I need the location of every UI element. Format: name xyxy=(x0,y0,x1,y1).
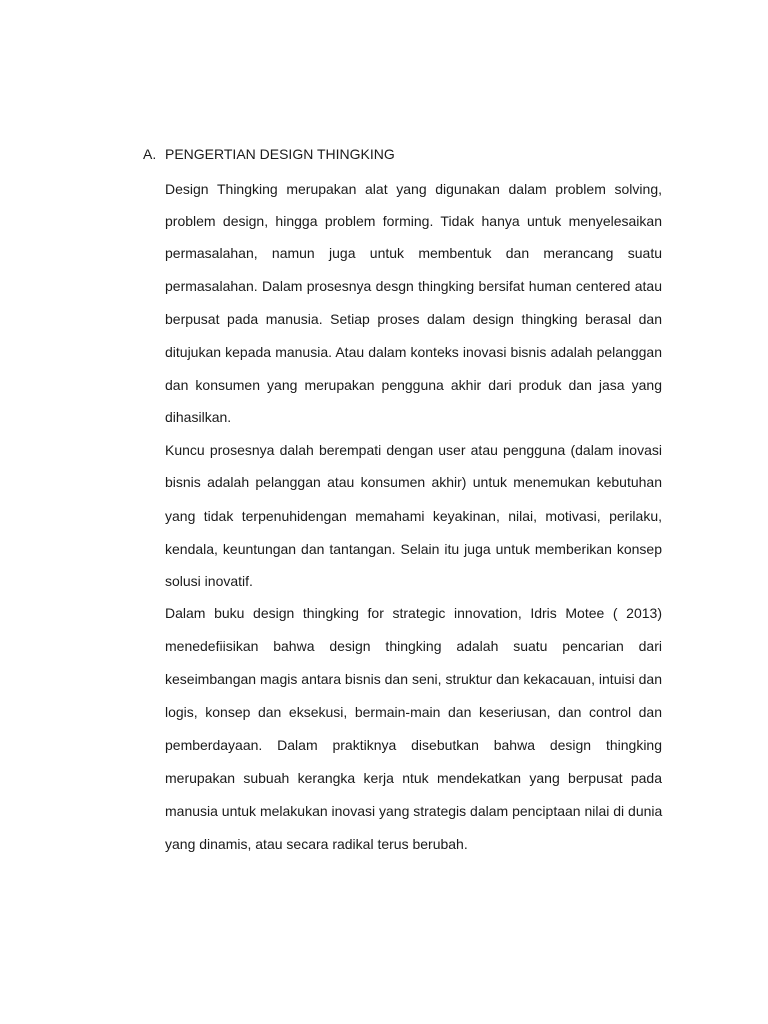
section-title: PENGERTIAN DESIGN THINGKING xyxy=(165,146,395,162)
text-line: ditujukan kepada manusia. Atau dalam konteks inovasi bisnis adalah pelanggan xyxy=(165,344,662,360)
text-line: Kuncu prosesnya dalah berempati dengan user atau pengguna (dalam inovasi xyxy=(165,442,662,458)
text-line: yang dinamis, atau secara radikal terus berubah. xyxy=(165,836,468,852)
text-line: bisnis adalah pelanggan atau konsumen akhir) untuk menemukan kebutuhan xyxy=(165,474,662,490)
text-line: logis, konsep dan eksekusi, bermain-main dan keseriusan, dan control dan xyxy=(165,704,662,720)
text-line: solusi inovatif. xyxy=(165,573,253,589)
section-heading xyxy=(143,145,395,163)
text-line: pemberdayaan. Dalam praktiknya disebutkan bahwa design thingking xyxy=(165,737,662,753)
text-line: merupakan subuah kerangka kerja ntuk mendekatkan yang berpusat pada xyxy=(165,770,662,786)
text-line: kendala, keuntungan dan tantangan. Selain itu juga untuk memberikan konsep xyxy=(165,541,662,557)
text-line: berpusat pada manusia. Setiap proses dalam design thingking berasal dan xyxy=(165,311,662,327)
text-line: Design Thingking merupakan alat yang digunakan dalam problem solving, xyxy=(165,181,662,197)
text-line: menedefiisikan bahwa design thingking adalah suatu pencarian dari xyxy=(165,638,662,654)
text-line: permasalahan. Dalam prosesnya desgn thingking bersifat human centered atau xyxy=(165,278,662,294)
section-number: A. xyxy=(143,146,157,162)
text-line: dan konsumen yang merupakan pengguna akhir dari produk dan jasa yang xyxy=(165,377,662,393)
text-line: dihasilkan. xyxy=(165,409,232,425)
text-line: permasalahan, namun juga untuk membentuk dan merancang suatu xyxy=(165,245,662,261)
text-line: keseimbangan magis antara bisnis dan seni, struktur dan kekacauan, intuisi dan xyxy=(165,671,662,687)
text-line: yang tidak terpenuhidengan memahami keyakinan, nilai, motivasi, perilaku, xyxy=(165,508,662,524)
text-line: Dalam buku design thingking for strategic innovation, Idris Motee ( 2013) xyxy=(165,605,662,621)
text-line: problem design, hingga problem forming. Tidak hanya untuk menyelesaikan xyxy=(165,213,662,229)
text-line: manusia untuk melakukan inovasi yang strategis dalam penciptaan nilai di dunia xyxy=(165,803,663,819)
